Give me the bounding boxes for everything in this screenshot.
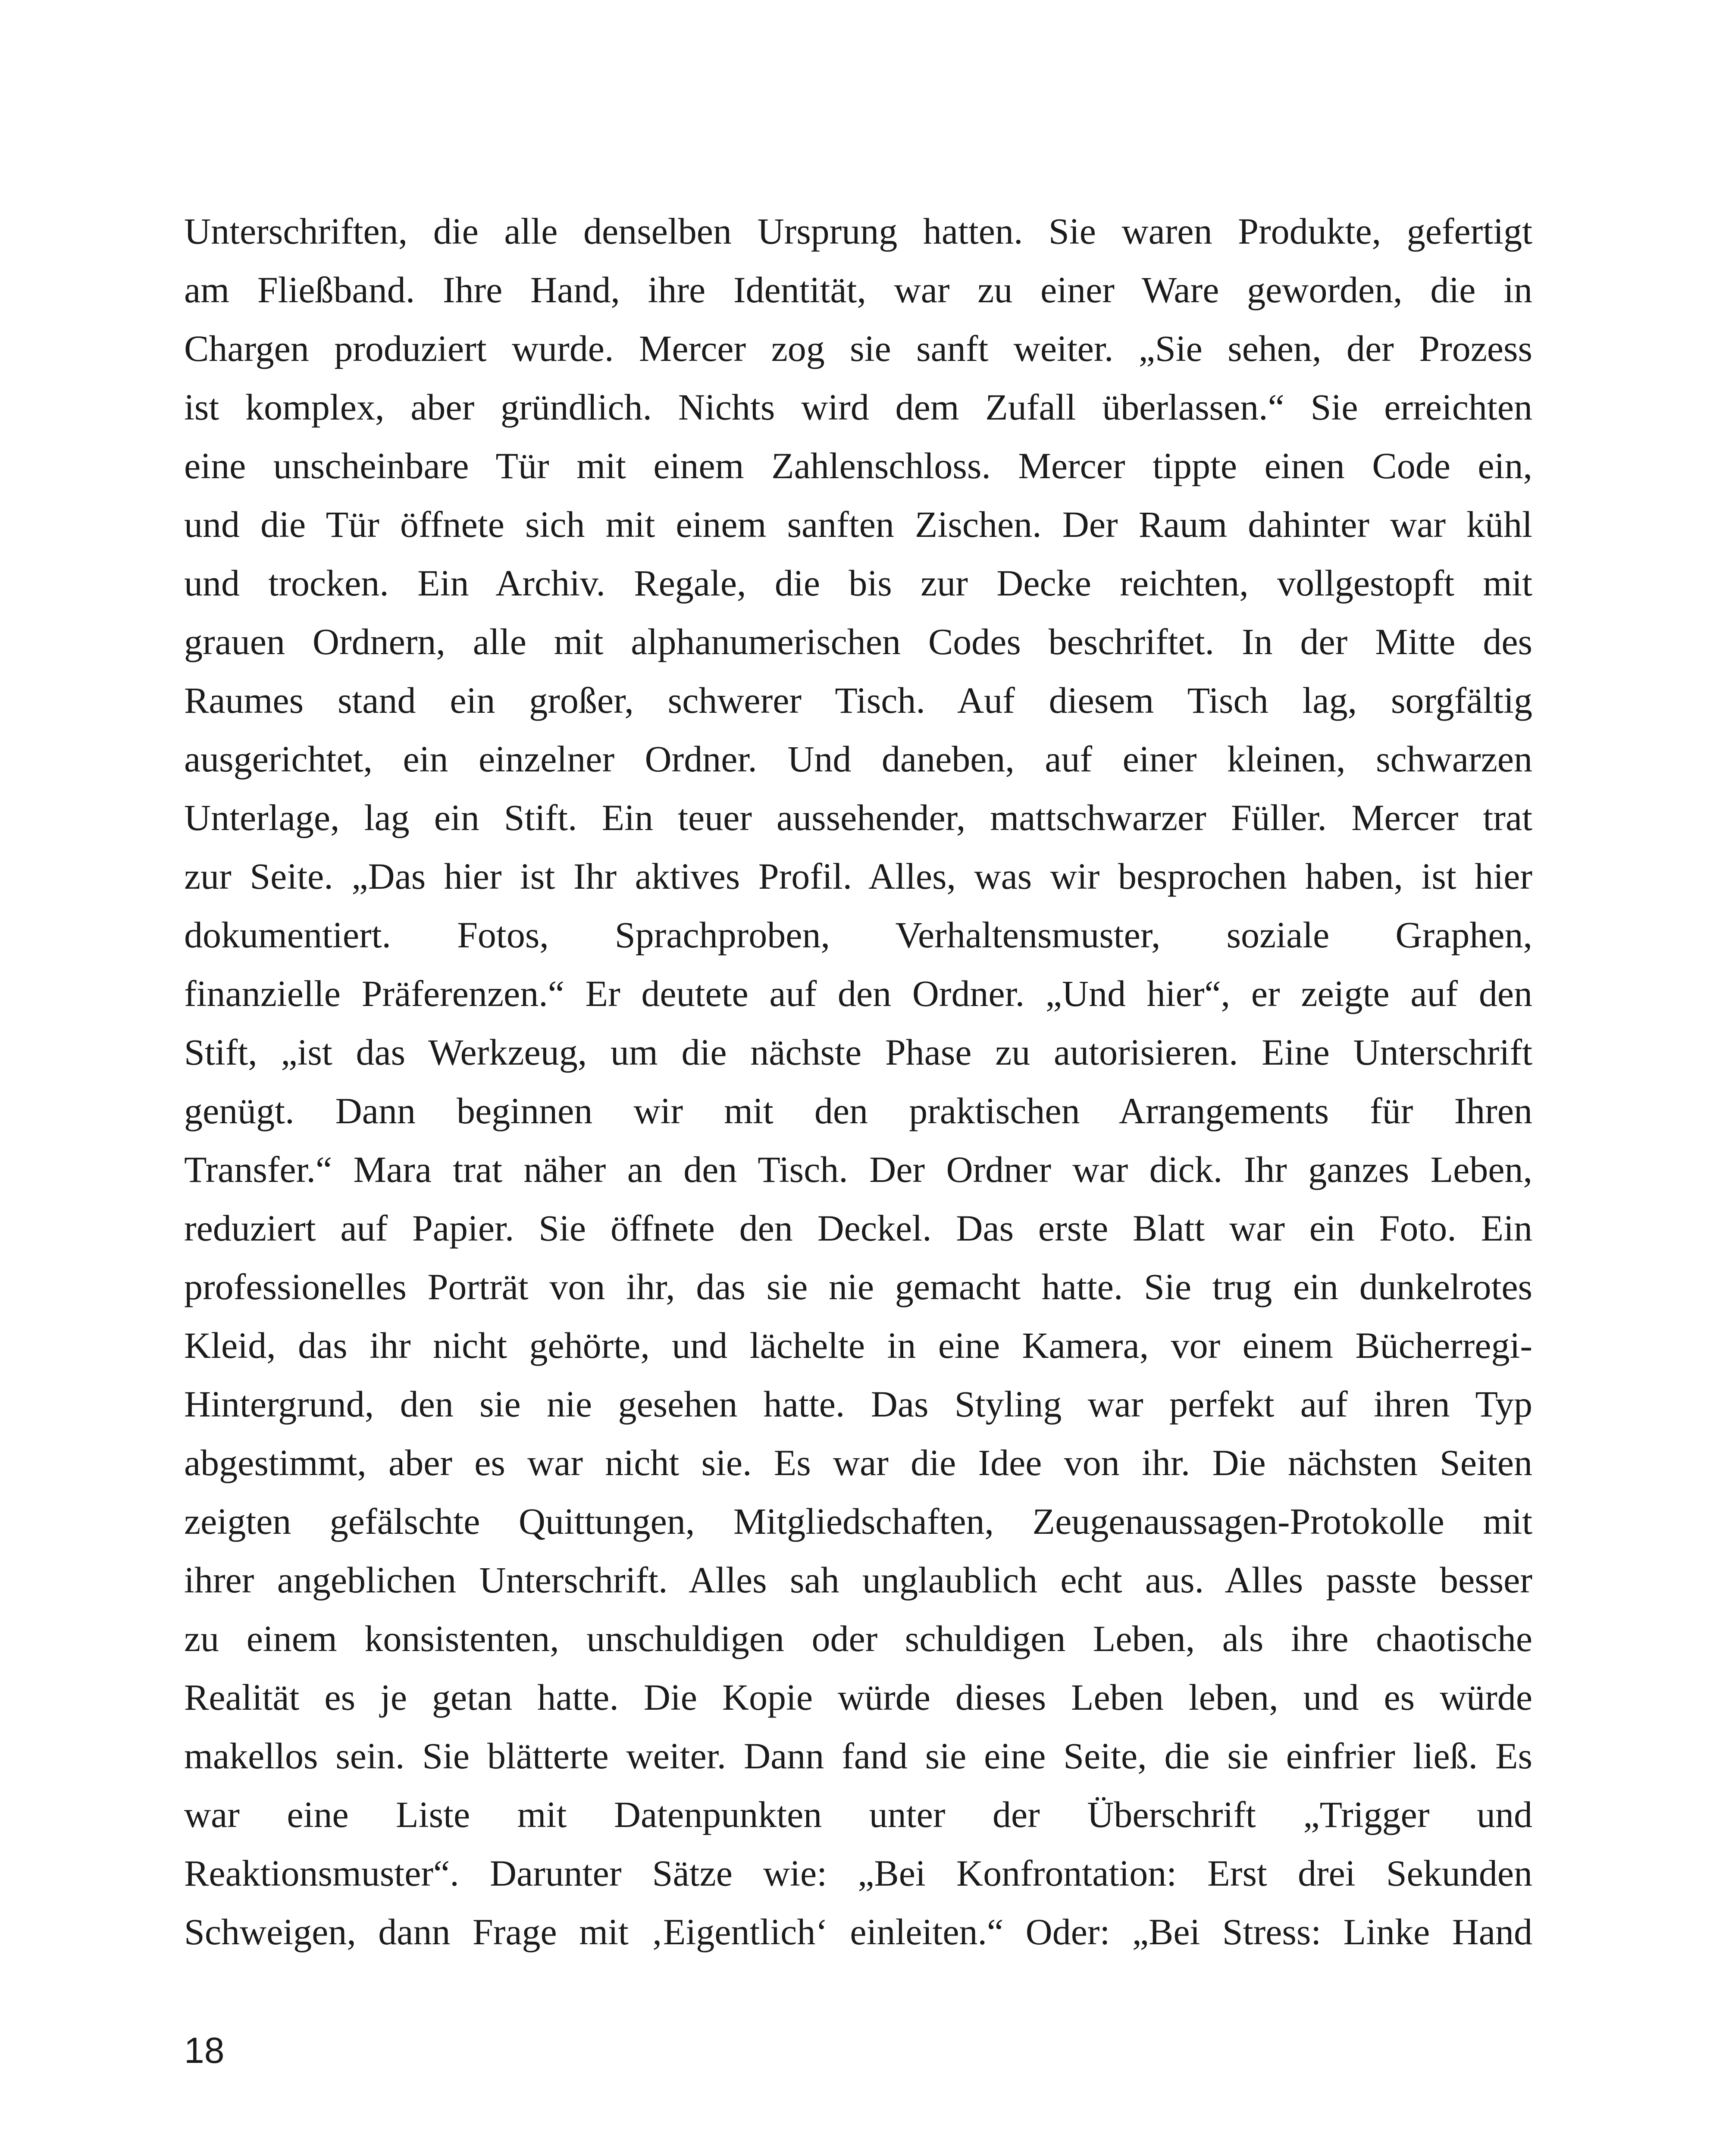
text-line: Unterschriften, die alle denselben Ursprung hatten. Sie waren Produkte, gefertigt	[184, 210, 1532, 252]
text-line: eine unscheinbare Tür mit einem Zahlenschloss. Mercer tippte einen Code ein,	[184, 445, 1532, 486]
text-line: Transfer.“ Mara trat näher an den Tisch. Der Ordner war dick. Ihr ganzes Leben,	[184, 1149, 1532, 1190]
text-line: und die Tür öffnete sich mit einem sanften Zischen. Der Raum dahinter war kühl	[184, 504, 1532, 545]
text-line: dokumentiert. Fotos, Sprachproben, Verhaltensmuster, soziale Graphen,	[184, 914, 1532, 956]
text-line: Raumes stand ein großer, schwerer Tisch. Auf diesem Tisch lag, sorgfältig	[184, 680, 1532, 721]
text-line: war eine Liste mit Datenpunkten unter der Überschrift „Trigger und	[184, 1794, 1532, 1835]
text-line: und trocken. Ein Archiv. Regale, die bis zur Decke reichten, vollgestopft mit	[184, 562, 1532, 604]
text-line: Unterlage, lag ein Stift. Ein teuer aussehender, mattschwarzer Füller. Mercer trat	[184, 797, 1532, 838]
text-line: am Fließband. Ihre Hand, ihre Identität, war zu einer Ware geworden, die in	[184, 269, 1532, 310]
text-line: Reaktionsmuster“. Darunter Sätze wie: „Bei Konfrontation: Erst drei Sekunden	[184, 1852, 1532, 1894]
page-number: 18	[184, 2030, 225, 2071]
text-line: ausgerichtet, ein einzelner Ordner. Und daneben, auf einer kleinen, schwarzen	[184, 738, 1532, 780]
text-line: zur Seite. „Das hier ist Ihr aktives Profil. Alles, was wir besprochen haben, ist hier	[184, 856, 1532, 897]
text-line: Realität es je getan hatte. Die Kopie würde dieses Leben leben, und es würde	[184, 1677, 1532, 1718]
text-line: Hintergrund, den sie nie gesehen hatte. Das Styling war perfekt auf ihren Typ	[184, 1383, 1532, 1425]
text-line: ist komplex, aber gründlich. Nichts wird dem Zufall überlassen.“ Sie erreichten	[184, 386, 1532, 428]
text-line: professionelles Porträt von ihr, das sie nie gemacht hatte. Sie trug ein dunkelrotes	[184, 1266, 1532, 1307]
text-line: Chargen produziert wurde. Mercer zog sie sanft weiter. „Sie sehen, der Prozess	[184, 328, 1532, 369]
text-line: zu einem konsistenten, unschuldigen oder schuldigen Leben, als ihre chaotische	[184, 1618, 1532, 1659]
text-line: Schweigen, dann Frage mit ‚Eigentlich‘ einleiten.“ Oder: „Bei Stress: Linke Hand	[184, 1911, 1532, 1952]
text-line: reduziert auf Papier. Sie öffnete den Deckel. Das erste Blatt war ein Foto. Ein	[184, 1207, 1532, 1249]
text-line: finanzielle Präferenzen.“ Er deutete auf den Ordner. „Und hier“, er zeigte auf den	[184, 973, 1532, 1014]
text-line: makellos sein. Sie blätterte weiter. Dann fand sie eine Seite, die sie einfrier ließ. Es	[184, 1735, 1532, 1777]
text-line: zeigten gefälschte Quittungen, Mitgliedschaften, Zeugenaussagen-Protokolle mit	[184, 1501, 1532, 1542]
text-line: abgestimmt, aber es war nicht sie. Es war die Idee von ihr. Die nächsten Seiten	[184, 1442, 1532, 1483]
text-line: Kleid, das ihr nicht gehörte, und lächelte in eine Kamera, vor einem Bücherregi-	[184, 1325, 1532, 1366]
text-line: Stift, „ist das Werkzeug, um die nächste Phase zu autorisieren. Eine Unterschrift	[184, 1031, 1532, 1073]
text-line: genügt. Dann beginnen wir mit den praktischen Arrangements für Ihren	[184, 1090, 1532, 1131]
body-text	[184, 202, 1532, 1961]
text-line: grauen Ordnern, alle mit alphanumerischen Codes beschriftet. In der Mitte des	[184, 621, 1532, 662]
text-line: ihrer angeblichen Unterschrift. Alles sah unglaublich echt aus. Alles passte besser	[184, 1559, 1532, 1601]
